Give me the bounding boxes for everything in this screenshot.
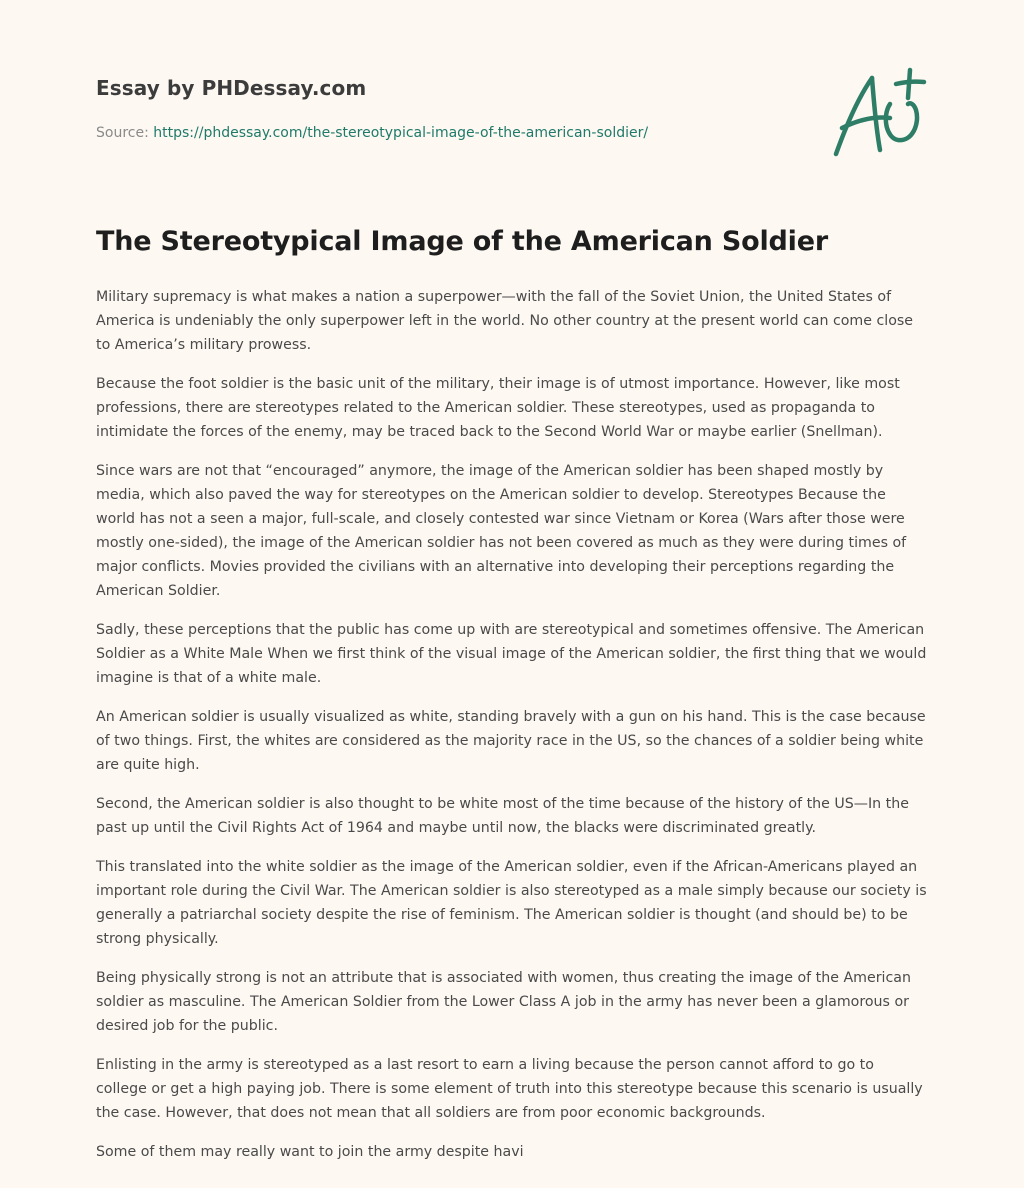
- essay-paragraph: This translated into the white soldier as the image of the American soldier, even if the African-Americans played an important role during the Civil War. The American soldier is also stereotyped as a male simply because our society is generally a patriarchal society despite the rise of feminism. The American soldier is thought (and should be) to be strong physically.: [96, 859, 927, 947]
- page-header: [96, 76, 928, 176]
- source-line: [96, 125, 648, 141]
- essay-paragraph: Sadly, these perceptions that the public has come up with are stereotypical and sometimes offensive. The American Soldier as a White Male When we first think of the visual image of the American soldier, the first thing that we would imagine is that of a white male.: [96, 622, 927, 686]
- essay-body: [96, 285, 928, 1179]
- essay-paragraph: An American soldier is usually visualized as white, standing bravely with a gun on his hand. This is the case because of two things. First, the whites are considered as the majority race in the US, so the chances of a soldier being white are quite high.: [96, 709, 926, 773]
- source-label: Source:: [96, 125, 149, 141]
- essay-paragraph: Some of them may really want to join the army despite havi: [96, 1144, 524, 1160]
- essay-title: The Stereotypical Image of the American Soldier: [96, 226, 828, 257]
- a-plus-grade-icon: [824, 66, 928, 166]
- brand-title: Essay by PHDessay.com: [96, 76, 367, 100]
- essay-paragraph: Being physically strong is not an attribute that is associated with women, thus creating the image of the American soldier as masculine. The American Soldier from the Lower Class A job in the army has never been a glamorous or desired job for the public.: [96, 970, 911, 1034]
- essay-paragraph: Because the foot soldier is the basic unit of the military, their image is of utmost importance. However, like most professions, there are stereotypes related to the American soldier. These stereotypes, used as propaganda to intimidate the forces of the enemy, may be traced back to the Second World War or maybe earlier (Snellman).: [96, 376, 900, 440]
- essay-paragraph: Since wars are not that “encouraged” anymore, the image of the American soldier has been shaped mostly by media, which also paved the way for stereotypes on the American soldier to develop. Stereotypes Because the world has not a seen a major, full-scale, and closely contested war since Vietnam or Korea (Wars after those were mostly one-sided), the image of the American soldier has not been covered as much as they were during times of major conflicts. Movies provided the civilians with an alternative into developing their perceptions regarding the American Soldier.: [96, 463, 907, 599]
- essay-paragraph: Second, the American soldier is also thought to be white most of the time because of the history of the US—In the past up until the Civil Rights Act of 1964 and maybe until now, the blacks were discriminated greatly.: [96, 796, 909, 836]
- source-link[interactable]: https://phdessay.com/the-stereotypical-image-of-the-american-soldier/: [153, 125, 649, 141]
- essay-paragraph: Enlisting in the army is stereotyped as a last resort to earn a living because the person cannot afford to go to college or get a high paying job. There is some element of truth into this stereotype because this scenario is usually the case. However, that does not mean that all soldiers are from poor economic backgrounds.: [96, 1057, 923, 1121]
- essay-paragraph: Military supremacy is what makes a nation a superpower—with the fall of the Soviet Union, the United States of America is undeniably the only superpower left in the world. No other country at the present world can come close to America’s military prowess.: [96, 289, 914, 353]
